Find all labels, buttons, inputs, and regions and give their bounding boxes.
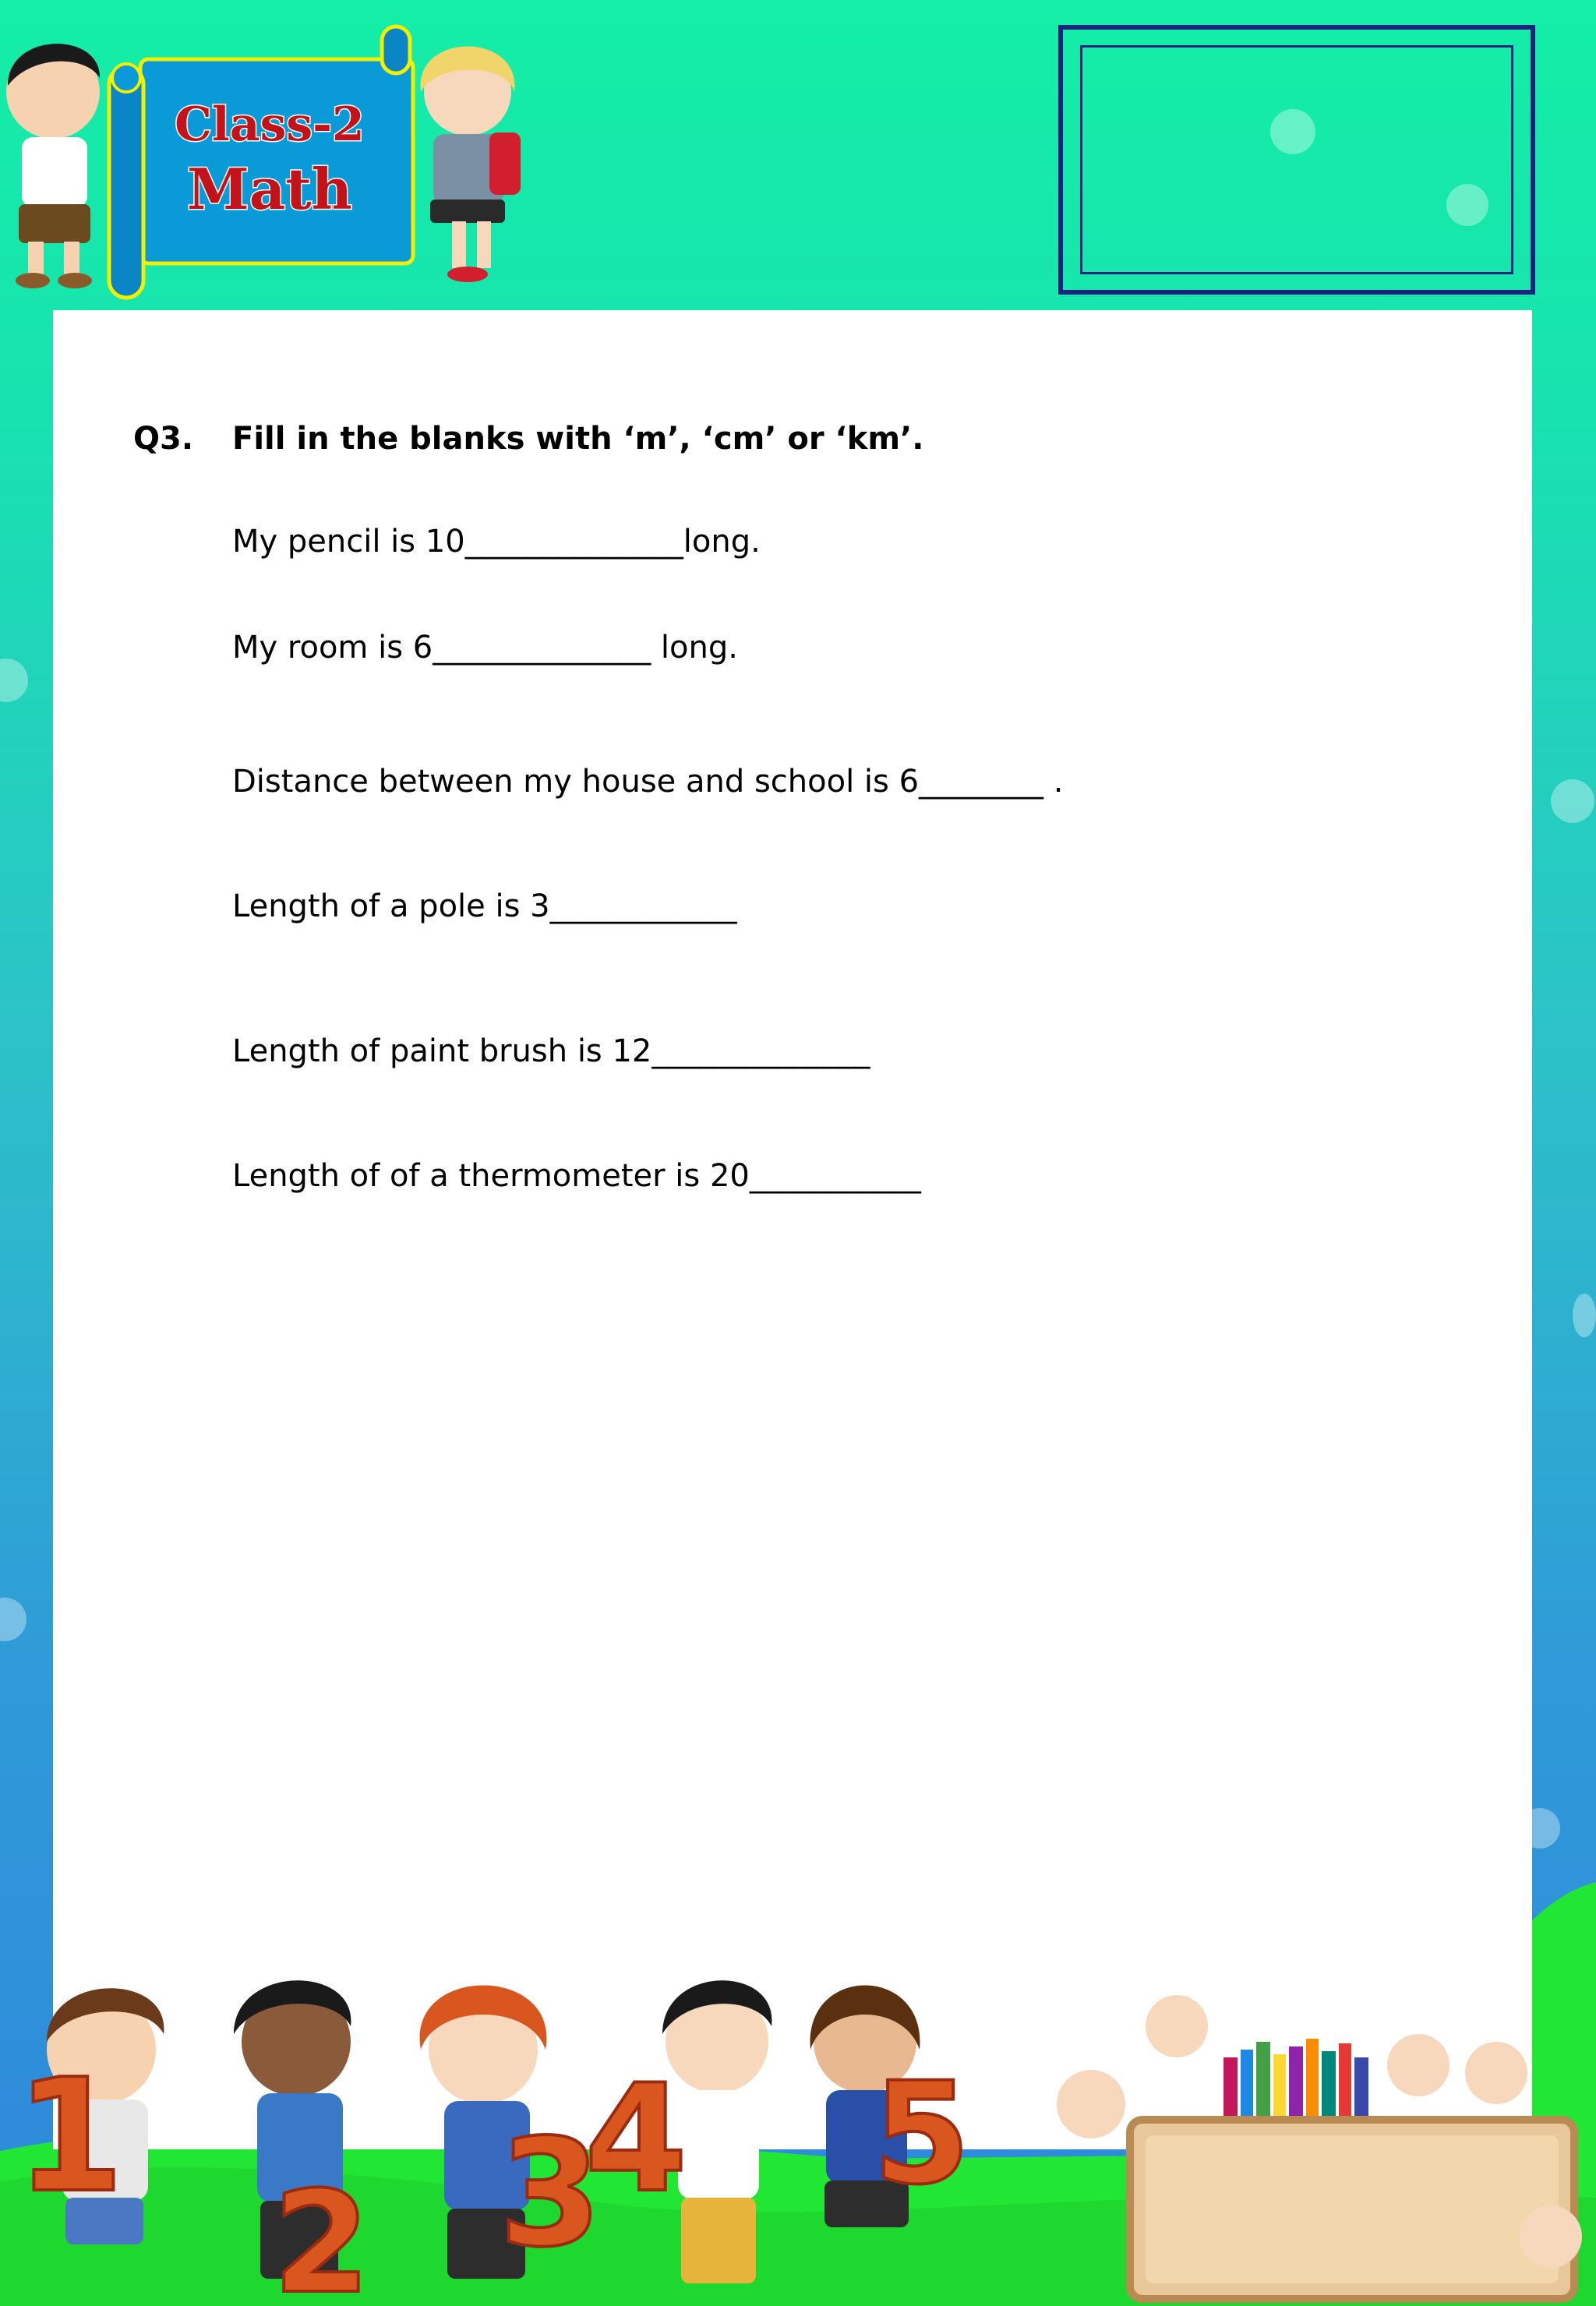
kid-head	[1387, 2034, 1449, 2096]
banner-line2: Math	[187, 156, 352, 222]
books-shelf	[1223, 2039, 1368, 2128]
worksheet-paper	[53, 310, 1532, 2149]
question-title: Fill in the blanks with ‘m’, ‘cm’ or ‘km’.	[232, 421, 924, 457]
kid-head	[1520, 2205, 1582, 2268]
number-three: 3	[499, 2107, 602, 2280]
name-frame	[1058, 25, 1535, 295]
fill-blank-line-2: My room is 6______________ long.	[232, 630, 738, 666]
number-five: 5	[873, 2053, 971, 2216]
kid-head	[1146, 1995, 1208, 2057]
number-two: 2	[273, 2162, 371, 2306]
fill-blank-line-3: Distance between my house and school is 6________ .	[232, 764, 1064, 800]
kid-head	[1057, 2070, 1125, 2138]
banner-line1: Class-2	[175, 97, 365, 152]
question-number: Q3.	[133, 421, 194, 457]
fill-blank-line-6: Length of of a thermometer is 20___________	[232, 1158, 921, 1194]
boy-character	[6, 44, 100, 288]
kid-head	[1465, 2042, 1527, 2104]
girl-character	[420, 47, 521, 283]
number-four: 4	[584, 2053, 688, 2225]
fill-blank-line-5: Length of paint brush is 12______________	[232, 1033, 870, 1069]
fill-blank-line-1: My pencil is 10______________long.	[232, 524, 761, 560]
name-frame-inner	[1080, 45, 1513, 274]
kids-with-numbers-illustration	[0, 1933, 1596, 2306]
wooden-board	[1130, 2120, 1574, 2299]
fill-blank-line-4: Length of a pole is 3____________	[232, 888, 737, 924]
class-banner	[0, 0, 546, 312]
number-one: 1	[16, 2046, 125, 2227]
